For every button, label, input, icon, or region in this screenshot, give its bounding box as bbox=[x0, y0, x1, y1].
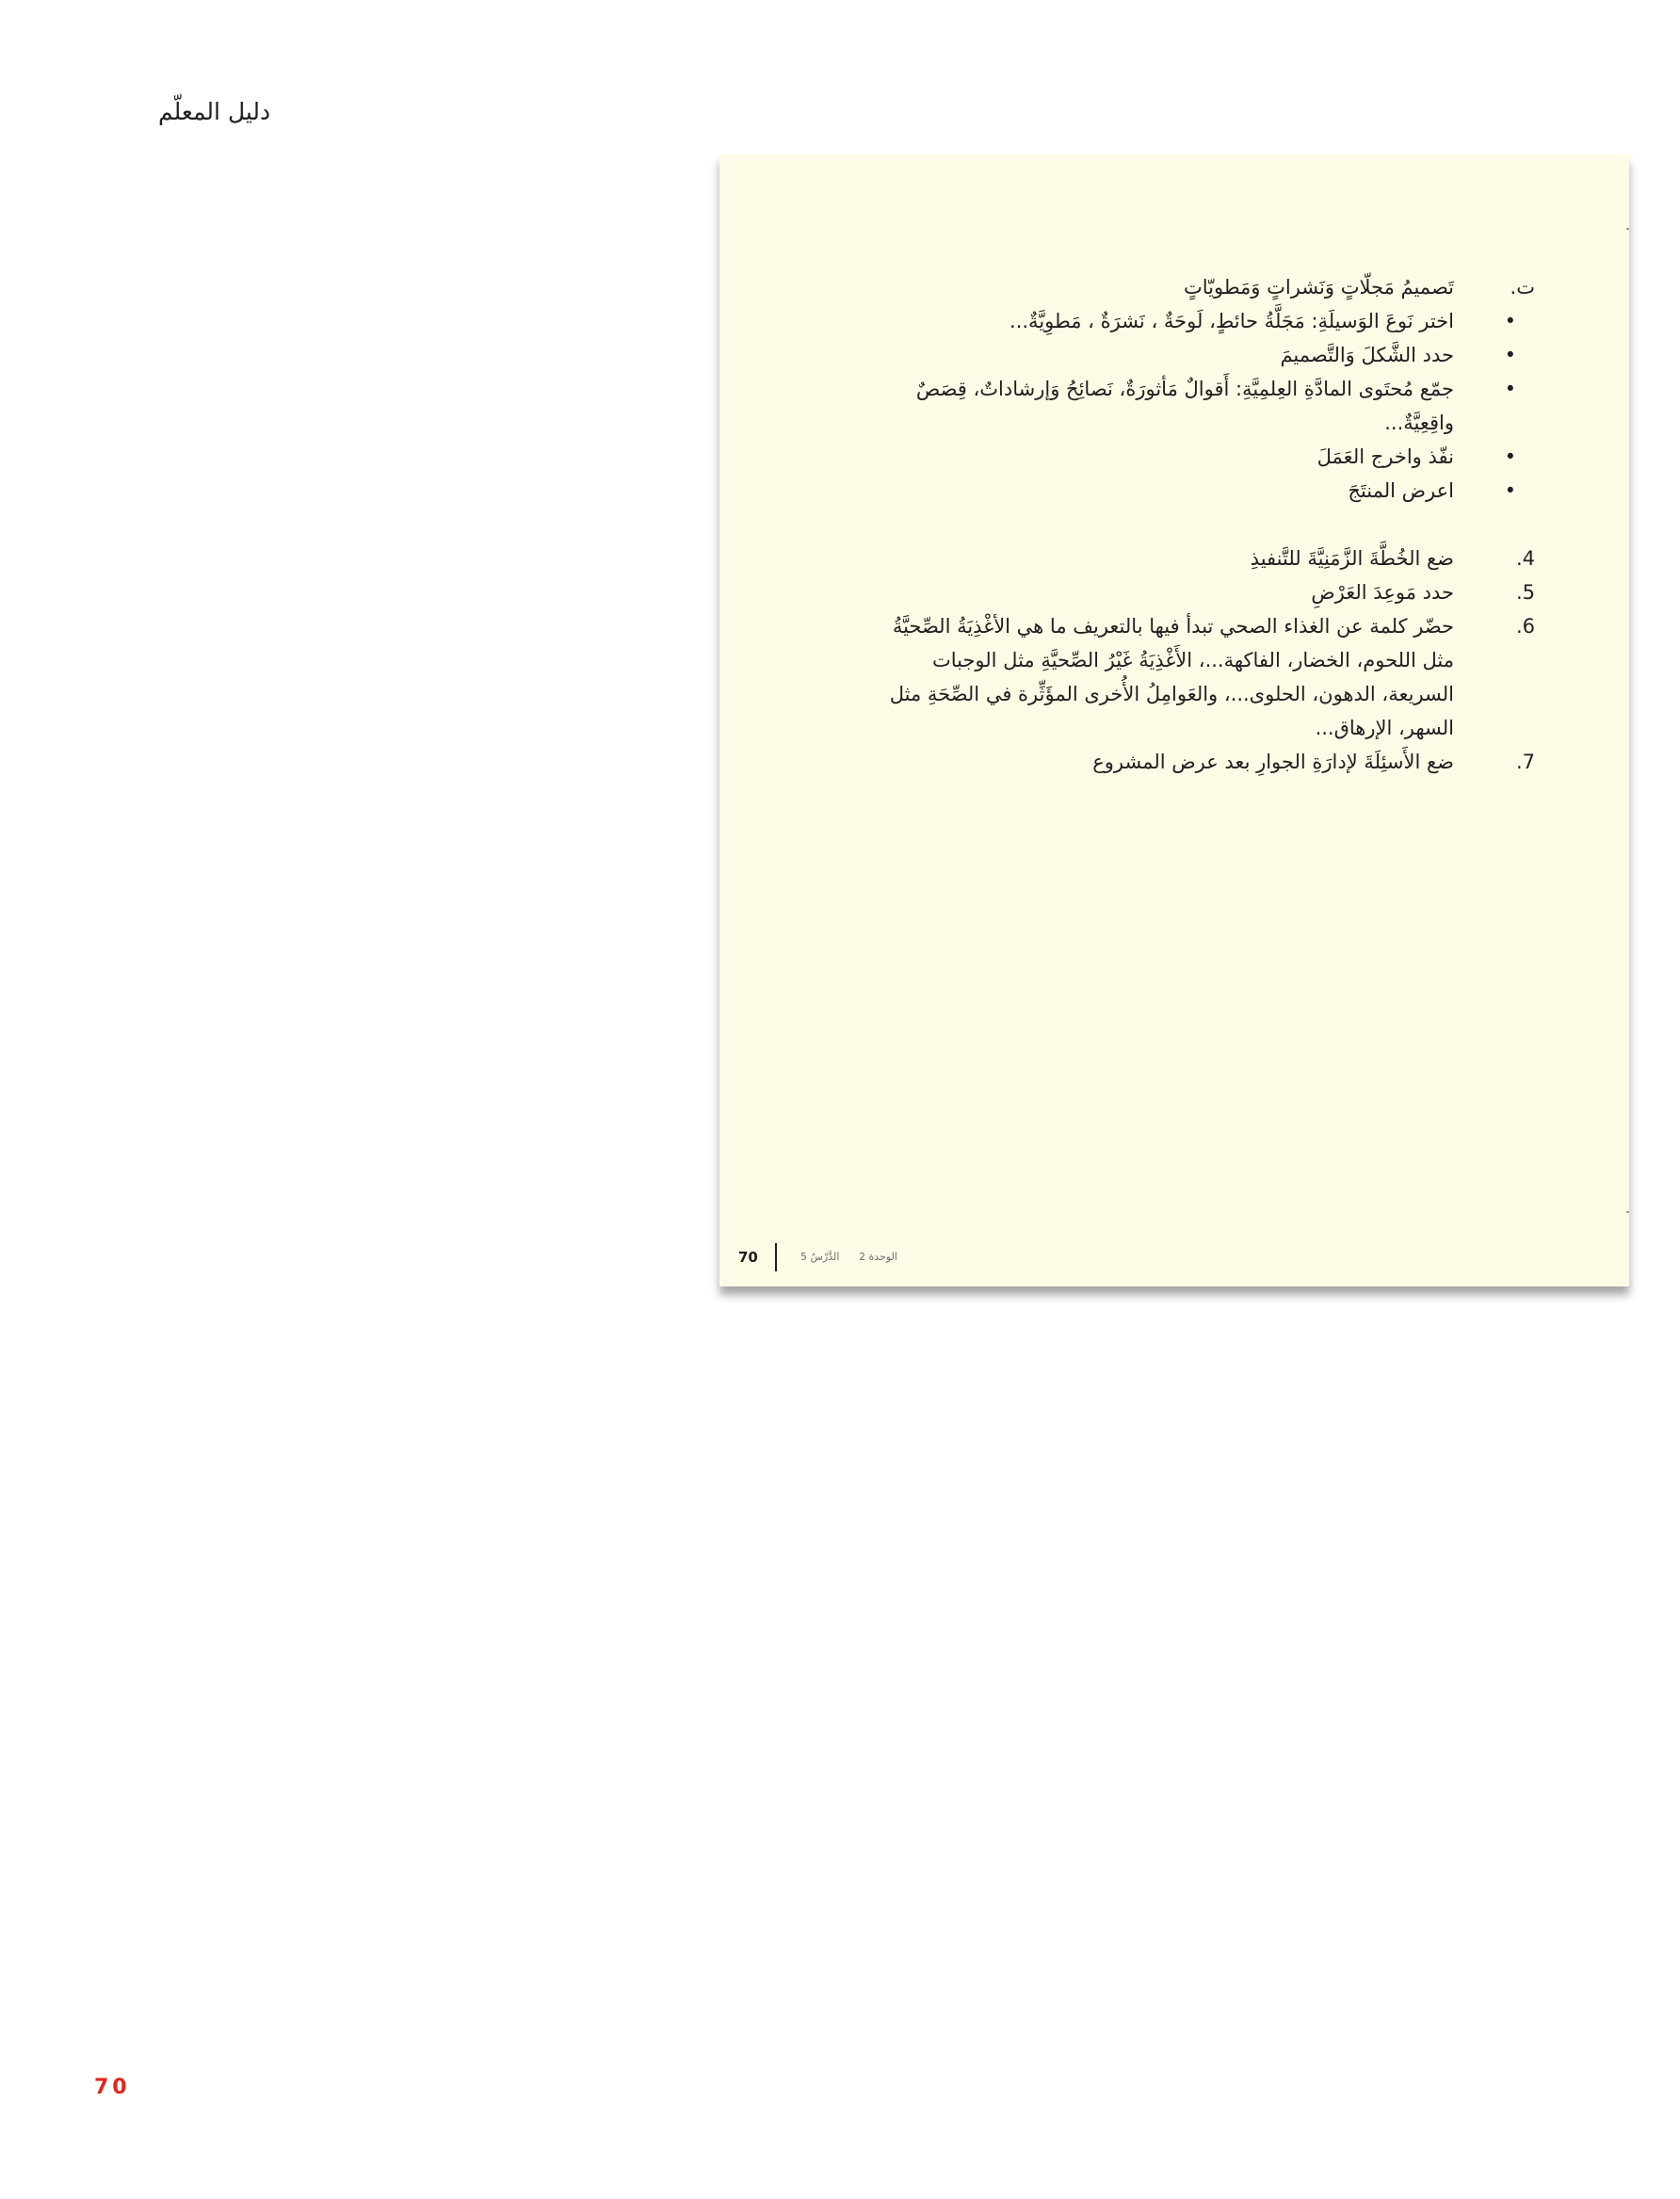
bullet-item: جمّع مُحتَوى المادَّةِ العِلمِيَّةِ: أَقوالٌ مَأثورَةٌ، نَصائِحُ وَإرشاداتٌ، قِصَصٌ bbox=[915, 378, 1454, 400]
bullet-symbol: • bbox=[1504, 479, 1516, 502]
section-title: تَصميمُ مَجلّاتٍ وَنَشراتٍ وَمَطويّاتٍ bbox=[1183, 276, 1454, 299]
footer-lesson-label: الدَّرْسُ 5 bbox=[800, 1251, 840, 1263]
step-text: ضع الأَسئِلَةَ لإدارَةِ الجوارِ بعد عرض المشروع bbox=[1092, 751, 1454, 773]
page-content bbox=[719, 154, 1629, 1286]
bullet-item: اعرض المنتَجَ bbox=[1348, 479, 1454, 502]
step-text: حدد مَوعِدَ العَرْضِ bbox=[1311, 581, 1454, 604]
bullet-symbol: • bbox=[1504, 344, 1516, 366]
bullet-symbol: • bbox=[1504, 445, 1516, 468]
guide-page-number: 70 bbox=[94, 2076, 131, 2099]
step-number: 7. bbox=[1515, 751, 1535, 773]
bullet-item: نفّذ واخرج العَمَلَ bbox=[1317, 445, 1454, 468]
step-number: 6. bbox=[1515, 615, 1535, 638]
step-number: 4. bbox=[1515, 547, 1535, 570]
guide-title: دليل المعلّم bbox=[158, 98, 271, 125]
step-text-continuation: السهر، الإرهاق... bbox=[1315, 717, 1454, 739]
bullet-item-continuation: واقِعِيَّةٌ... bbox=[1384, 412, 1454, 434]
bullet-symbol: • bbox=[1504, 310, 1516, 332]
footer-divider bbox=[775, 1243, 777, 1271]
section-marker: ت. bbox=[1510, 276, 1535, 299]
step-text-continuation: السريعة، الدهون، الحلوى...، والعَوامِلُ الأُخرى المؤَثِّرة في الصِّحَةِ مثل bbox=[889, 683, 1454, 705]
bullet-item: اختر نَوعَ الوَسيلَةِ: مَجَلَّةُ حائطٍ، لَوحَةٌ ، نَشرَةٌ ، مَطوِيَّةٌ... bbox=[1010, 310, 1454, 332]
footer-unit-label: الوحدة 2 bbox=[859, 1251, 897, 1263]
bullet-item: حدد الشَّكلَ وَالتَّصميمَ bbox=[1280, 344, 1454, 366]
step-number: 5. bbox=[1515, 581, 1535, 604]
embedded-book-page bbox=[719, 154, 1629, 1286]
footer-page-number: 70 bbox=[738, 1249, 758, 1266]
step-text-continuation: مثل اللحوم، الخضار، الفاكهة...، الأَغْذِيَةُ غَيْرُ الصِّحيَّةِ مثل الوجبات bbox=[931, 649, 1454, 671]
page-footer bbox=[719, 1230, 1629, 1286]
step-text: ضع الخُطَّةَ الزَّمَنِيَّةَ للتَّنفيذِ bbox=[1250, 547, 1454, 570]
step-text: حضّر كلمة عن الغذاء الصحي تبدأ فيها بالتعريف ما هي الأغْذِيَةُ الصِّحيَّةُ bbox=[892, 615, 1454, 638]
bullet-symbol: • bbox=[1504, 378, 1516, 400]
